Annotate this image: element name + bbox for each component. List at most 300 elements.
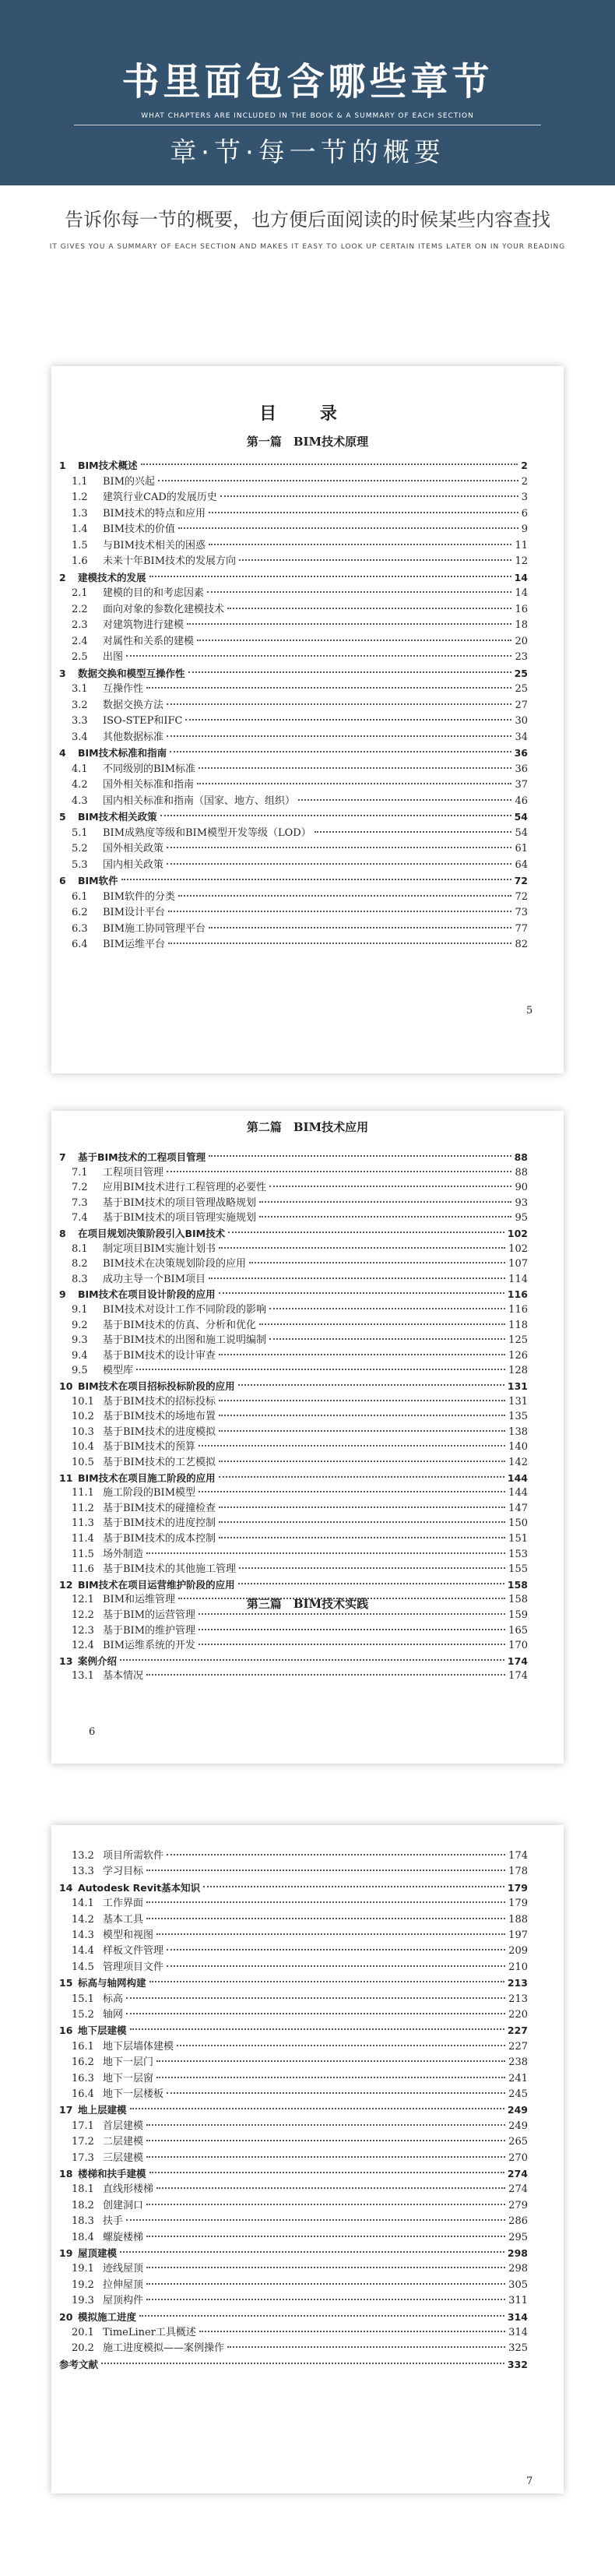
dot-leader [121,878,511,880]
entry-number: 17.2 [72,2136,94,2148]
toc-section-entry [72,1864,528,1879]
entry-page: 36 [514,747,528,759]
dot-leader [149,2171,504,2173]
entry-label: 互操作性 [103,683,144,695]
entry-page: 73 [515,907,528,918]
dot-leader [209,1154,511,1157]
toc-section-entry [72,1501,528,1516]
entry-page: 209 [508,1945,528,1958]
entry-label: 基于BIM技术的工程项目管理 [78,1151,206,1163]
entry-page: 188 [508,1913,528,1926]
entry-label: 基于BIM的维护管理 [103,1624,195,1637]
entry-page: 54 [514,811,528,823]
entry-label: BIM技术的价值 [103,523,175,535]
toc-section-entry [72,698,528,713]
toc-section-entry [72,905,528,920]
dot-leader [146,2266,505,2268]
entry-number: 10.2 [72,1411,94,1423]
entry-page: 61 [515,843,528,855]
entry-number: 2.4 [72,635,88,647]
dot-leader [203,1885,504,1887]
dot-leader [199,1628,505,1630]
entry-number: 1.6 [72,555,88,567]
entry-page: 274 [507,2168,528,2180]
dot-leader [146,686,511,689]
entry-label: 施工进度模拟——案例操作 [103,2342,225,2355]
entry-label: 地下一层窗 [103,2072,154,2084]
dot-leader [146,2282,505,2285]
entry-label: BIM技术在项目施工阶段的应用 [78,1471,216,1484]
entry-number: 9 [59,1288,66,1301]
entry-page: 3 [521,492,528,503]
entry-page: 140 [508,1441,528,1454]
entry-label: 二层建模 [103,2136,144,2148]
toc-section-entry [72,1272,528,1287]
entry-label: 基本工具 [103,1913,144,1926]
toc-section-entry [72,2198,528,2213]
dot-leader [269,1185,511,1187]
dot-leader [146,1869,505,1871]
toc-section-entry [72,858,528,872]
dot-leader [188,671,511,673]
entry-page: 102 [508,1242,528,1255]
entry-number: 15.1 [72,1993,94,2005]
entry-label: BIM成熟度等级和BIM模型开发等级（LOD） [103,826,311,839]
toc-chapter-entry [59,458,528,473]
entry-label: BIM技术的特点和应用 [103,507,206,520]
entry-label: 案例介绍 [78,1654,118,1667]
entry-number: 11.6 [72,1563,94,1576]
toc-section-entry [72,1302,528,1317]
entry-page: 213 [507,1977,528,1989]
dot-leader [126,2218,505,2221]
entry-number: 6.4 [72,939,88,950]
entry-label: 建模的目的和考虑因素 [103,587,205,599]
entry-page: 20 [515,635,528,647]
dot-leader [199,1490,505,1492]
dot-leader [219,1475,504,1478]
toc-section-entry [72,1592,528,1607]
dot-leader [130,2028,504,2030]
entry-page: 14 [515,587,528,599]
dot-leader [156,1933,505,1935]
entry-label: BIM运维系统的开发 [103,1640,195,1652]
entry-page: 131 [507,1380,528,1392]
dot-leader [238,1383,504,1386]
entry-label: 成功主导一个BIM项目 [103,1273,206,1285]
entry-page: 153 [508,1548,528,1560]
entry-number: 9.5 [72,1365,88,1377]
entry-page: 286 [508,2215,528,2228]
entry-number: 18.4 [72,2231,94,2243]
toc-section-entry [72,2341,528,2356]
entry-label: 楼梯和扶手建模 [78,2168,146,2180]
toc-section-entry [72,554,528,569]
entry-page: 165 [508,1624,528,1637]
entry-label: BIM技术对设计工作不同阶段的影响 [103,1304,266,1316]
toc-section-entry [72,1623,528,1638]
entry-label: 与BIM技术相关的困惑 [103,539,206,551]
entry-number: 3.1 [72,683,88,695]
toc-section-entry [72,1896,528,1911]
entry-page: 227 [508,2040,528,2053]
entry-page: 12 [515,555,528,567]
dot-leader [139,2314,504,2317]
entry-label: 基于BIM技术的工艺模拟 [103,1457,216,1468]
entry-label: BIM软件的分类 [103,890,175,903]
entry-page: 158 [508,1594,528,1606]
entry-page: 274 [508,2183,528,2196]
entry-number: 10.5 [72,1457,94,1468]
toc-section-entry [72,1333,528,1348]
entry-page: 30 [515,715,528,727]
entry-number: 20 [59,2310,73,2323]
dot-leader [141,463,518,465]
dot-leader [219,1536,505,1538]
entry-page: 249 [507,2104,528,2116]
toc-section-entry [72,2278,528,2292]
dot-leader [207,590,511,593]
entry-label: 屋顶建模 [78,2247,118,2259]
dot-leader [167,1965,505,1967]
dot-leader [199,2330,505,2332]
entry-label: 基于BIM技术的进度控制 [103,1517,216,1530]
toc-section-entry [72,634,528,649]
entry-label: 国内相关政策 [103,858,164,871]
entry-number: 1.1 [72,475,88,488]
entry-label: 拉伸屋顶 [103,2278,144,2291]
entry-number: 19.3 [72,2295,94,2307]
entry-number: 5.2 [72,843,88,855]
toc-section-entry [72,1348,528,1363]
entry-label: 基于BIM技术的项目管理战略规划 [103,1196,256,1209]
dot-leader [209,1277,505,1279]
entry-page: 245 [508,2088,528,2100]
entry-label: 基于BIM技术的预算 [103,1441,195,1454]
entry-page: 241 [508,2072,528,2084]
dot-leader [209,926,511,929]
entry-page: 174 [508,1850,528,1862]
entry-number: 13 [59,1654,73,1667]
entry-page: 34 [515,731,528,743]
banner-title: 书里面包含哪些章节 [121,60,494,104]
dot-leader [146,1673,505,1676]
dot-leader [209,543,511,545]
entry-label: 国外相关标准和指南 [103,779,195,791]
dot-leader [146,2155,505,2158]
dot-leader [149,575,511,577]
entry-page: 102 [507,1228,528,1239]
toc-section-entry [72,890,528,904]
entry-label: 学习目标 [103,1866,144,1878]
entry-number: 3.3 [72,715,88,727]
entry-number: 11.5 [72,1548,94,1560]
entry-label: BIM和运维管理 [103,1594,175,1606]
entry-label: 基本情况 [103,1670,144,1683]
entry-page: 179 [507,1881,528,1894]
entry-page: 36 [515,763,528,775]
entry-label: 项目所需软件 [103,1850,164,1862]
dot-leader [149,1980,504,1982]
entry-number: 11.1 [72,1487,94,1499]
entry-page: 311 [508,2295,528,2307]
entry-number: 13.1 [72,1670,94,1683]
dot-leader [197,782,511,784]
toc-section-entry [72,490,528,505]
dot-leader [101,2362,504,2364]
dot-leader [130,2107,504,2109]
dot-leader [167,2091,505,2094]
toc-section-entry [72,1210,528,1225]
entry-label: 面向对象的参数化建模技术 [103,603,225,615]
entry-label: BIM运维平台 [103,939,165,950]
entry-number: 17.1 [72,2120,94,2132]
dot-leader [120,2250,504,2253]
entry-page: 295 [508,2231,528,2243]
entry-page: 227 [507,2025,528,2037]
dot-leader [238,1582,504,1584]
toc-section-entry [72,506,528,521]
entry-page: 82 [515,939,528,950]
intro-text-en: IT GIVES YOU A SUMMARY OF EACH SECTION AND MAKES IT EASY TO LOOK UP CERTAIN ITEMS LATER ON IN YOUR READING [49,243,566,251]
toc-section-entry [72,1516,528,1531]
entry-page: 178 [508,1866,528,1878]
entry-page: 25 [515,683,528,695]
entry-label: BIM技术相关政策 [78,811,157,823]
entry-label: 国外相关政策 [103,843,164,855]
toc-section-entry [72,922,528,936]
entry-number: 6.2 [72,907,88,918]
toc-section-entry [72,1562,528,1577]
toc-section-entry [72,602,528,617]
dot-leader [146,1901,505,1903]
dot-leader [187,622,511,625]
toc-section-entry [72,762,528,777]
dot-leader [167,703,511,705]
dot-leader [167,1853,505,1855]
entry-page: 150 [508,1517,528,1530]
dot-leader [146,2123,505,2126]
toc-section-entry [72,2071,528,2086]
entry-page: 23 [515,651,528,663]
toc-section-entry [72,730,528,745]
dot-leader [219,1460,505,1462]
entry-page: 88 [515,1166,528,1179]
dot-leader [167,735,511,737]
toc-chapter-entry [59,1150,528,1165]
entry-page: 305 [508,2278,528,2291]
toc-title: 目 录 [259,403,356,424]
entry-number: 3 [59,667,66,679]
toc-chapter-entry [59,2246,528,2261]
entry-label: 基于BIM技术的碰撞检查 [103,1502,216,1514]
toc-section-entry [72,1531,528,1546]
entry-label: 工作界面 [103,1898,144,1910]
toc-section-entry [72,2151,528,2165]
entry-label: 直线形楼梯 [103,2183,154,2196]
entry-number: 2.1 [72,587,88,599]
entry-label: 建模技术的发展 [78,571,146,583]
entry-page: 9 [521,523,528,535]
dot-leader [185,718,511,721]
entry-page: 170 [508,1640,528,1652]
entry-label: 模拟施工进度 [78,2310,137,2323]
entry-label: 首层建模 [103,2120,144,2132]
entry-page: 125 [508,1334,528,1347]
toc-section-entry [72,538,528,553]
entry-label: 施工阶段的BIM模型 [103,1487,195,1499]
entry-number: 14.2 [72,1913,94,1926]
entry-label: 数据交换和模型互操作性 [78,667,185,679]
dot-leader [269,1307,505,1309]
dot-leader [178,894,511,897]
entry-label: 基于BIM技术的其他施工管理 [103,1563,236,1576]
toc-chapter-entry [59,666,528,681]
dot-leader [199,1643,505,1645]
dot-leader [126,2012,505,2014]
entry-page: 270 [508,2151,528,2164]
entry-label: Autodesk Revit基本知识 [78,1881,201,1894]
toc-chapter-entry [59,570,528,585]
toc-section-entry [72,1180,528,1195]
entry-number: 12.3 [72,1624,94,1637]
dot-leader [156,2187,505,2189]
entry-page: 265 [508,2136,528,2148]
dot-leader [146,1552,505,1554]
toc-section-entry [72,474,528,489]
entry-number: 2.2 [72,603,88,615]
entry-page: 279 [508,2199,528,2211]
entry-label: 未来十年BIM技术的发展方向 [103,555,236,567]
toc-section-entry [72,841,528,856]
entry-page: 147 [508,1502,528,1514]
toc-section-entry [72,1960,528,1975]
toc-section-entry [72,2261,528,2276]
dot-leader [178,1597,505,1599]
toc-section-entry [72,1409,528,1424]
entry-label: BIM的兴起 [103,475,155,488]
entry-label: 创建洞口 [103,2199,144,2211]
entry-label: 对属性和关系的建模 [103,635,195,647]
entry-label: BIM技术在决策规划阶段的应用 [103,1258,246,1270]
entry-page: 95 [515,1212,528,1225]
entry-label: 三层建模 [103,2151,144,2164]
entry-label: 屋顶构件 [103,2295,144,2307]
page-number: 6 [89,1726,96,1738]
entry-label: 参考文献 [59,2358,99,2370]
entry-number: 5 [59,811,66,823]
dot-leader [170,750,511,752]
dot-leader [146,1917,505,1919]
entry-number: 15 [59,1977,73,1989]
toc-section-entry [72,1196,528,1210]
toc-section-entry [72,1943,528,1958]
dot-leader [156,2076,505,2078]
entry-number: 13.2 [72,1850,94,1862]
entry-label: 地上层建模 [78,2104,127,2116]
entry-page: 179 [508,1898,528,1910]
entry-number: 9.2 [72,1319,88,1331]
entry-number: 2.5 [72,651,88,663]
entry-number: 16.2 [72,2056,94,2069]
entry-label: 基于BIM技术的仿真、分析和优化 [103,1319,256,1331]
entry-label: 样板文件管理 [103,1945,164,1958]
toc-section-entry [72,522,528,537]
entry-number: 5.1 [72,826,88,839]
dot-leader [178,527,518,529]
entry-number: 4.1 [72,763,88,775]
entry-number: 17.3 [72,2151,94,2164]
entry-page: 90 [515,1182,528,1194]
entry-number: 18.3 [72,2215,94,2228]
entry-number: 6 [59,875,66,886]
dot-leader [146,2203,505,2205]
toc-chapter-entry [59,1379,528,1394]
dot-leader [219,1399,505,1401]
dot-leader [219,1521,505,1523]
entry-label: 螺旋楼梯 [103,2231,144,2243]
entry-label: 场外制造 [103,1548,144,1560]
dot-leader [199,1444,505,1447]
intro-text: 告诉你每一节的概要，也方便后面阅读的时候某些内容查找 [65,209,550,231]
entry-label: BIM施工协同管理平台 [103,922,206,935]
toc-section-entry [72,1912,528,1927]
entry-label: 基于BIM技术的招标投标 [103,1395,216,1408]
entry-number: 4.3 [72,795,88,807]
entry-page: 314 [508,2327,528,2338]
toc-section-entry [72,2039,528,2054]
entry-label: 扶手 [103,2215,124,2228]
entry-label: 地下层建模 [78,2025,127,2037]
entry-number: 12.1 [72,1594,94,1606]
entry-number: 17 [59,2104,73,2116]
entry-number: 3.4 [72,731,88,743]
toc-section-entry [72,618,528,633]
entry-number: 20.1 [72,2327,94,2338]
entry-label: BIM设计平台 [103,907,165,918]
entry-page: 126 [508,1349,528,1362]
entry-page: 72 [515,890,528,903]
dot-leader [199,766,511,769]
entry-page: 298 [507,2247,528,2259]
entry-page: 298 [508,2263,528,2275]
entry-number: 9.4 [72,1349,88,1362]
dot-leader [269,1337,505,1340]
dot-leader [120,1658,504,1661]
page-number: 5 [526,1005,533,1017]
entry-page: 144 [507,1471,528,1484]
entry-page: 174 [508,1670,528,1683]
entry-label: 应用BIM技术进行工程管理的必要性 [103,1182,266,1194]
toc-section-entry [72,2230,528,2245]
entry-label: 模型库 [103,1365,134,1377]
toc-chapter-entry [59,1880,528,1895]
dot-leader [239,1566,505,1569]
dot-leader [219,1429,505,1432]
toc-section-entry [72,2134,528,2149]
dot-leader [167,862,511,865]
entry-number: 18.1 [72,2183,94,2196]
dot-leader [219,1506,505,1508]
toc-chapter-entry [59,1471,528,1485]
entry-number: 1.4 [72,523,88,535]
entry-number: 3.2 [72,699,88,711]
entry-page: 6 [521,507,528,520]
dot-leader [219,1292,504,1294]
entry-page: 14 [514,571,528,583]
dot-leader [227,2345,505,2348]
toc-chapter-entry [59,2166,528,2181]
